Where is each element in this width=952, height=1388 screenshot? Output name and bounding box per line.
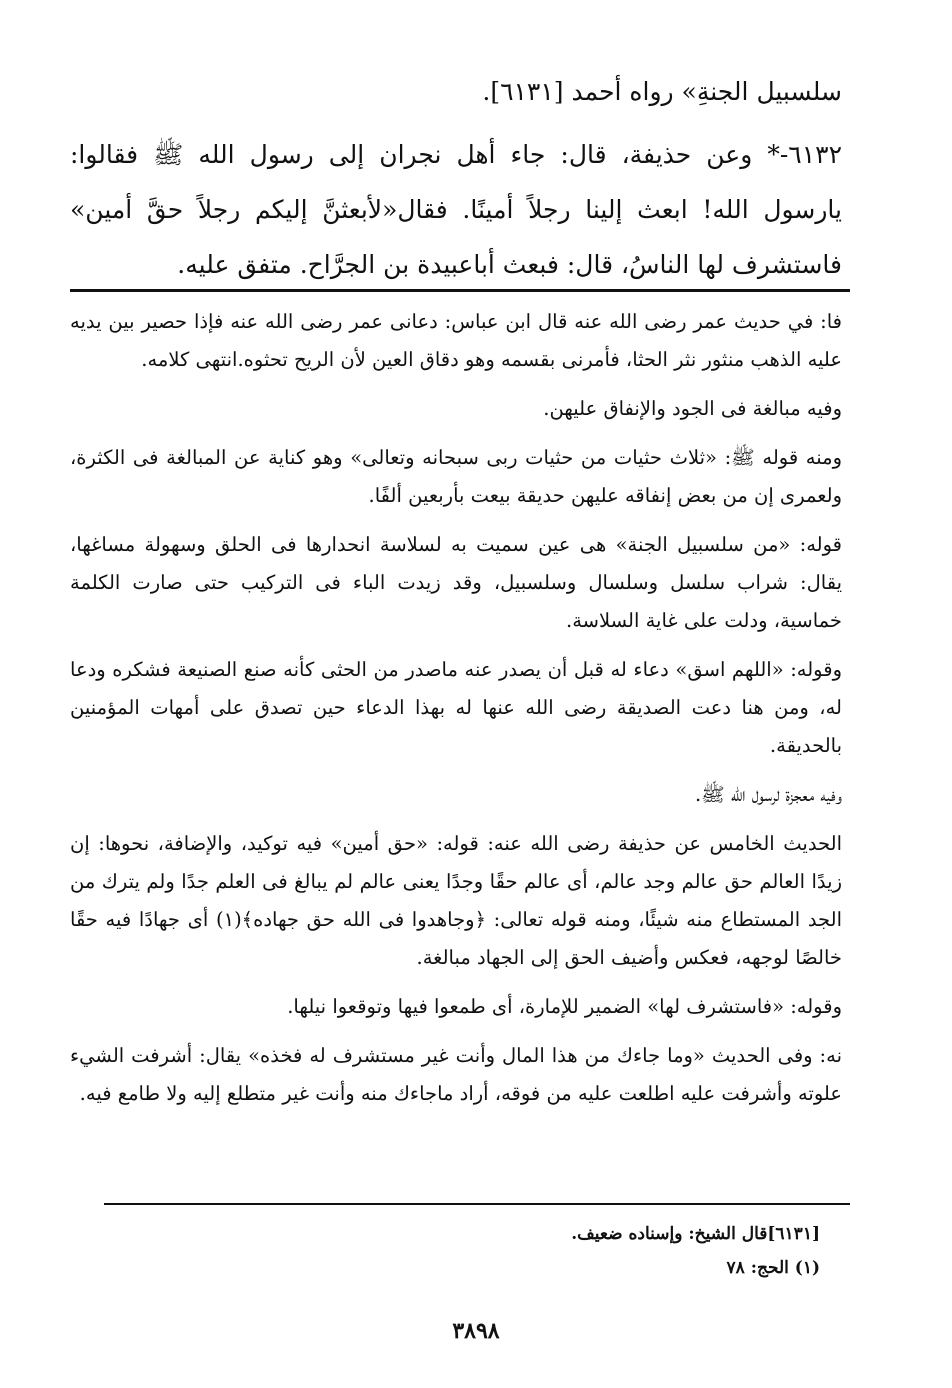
commentary-paragraph: ومنه قوله ﷺ: «ثلاث حثيات من حثيات ربى سبحانه وتعالى» وهو كناية عن المبالغة فى الكثرة، ولعمرى إن من بعض إنفاقه عليهن حديقة بيعت بأربعين ألفًا.	[70, 446, 842, 507]
page-number: ٣٨٩٨	[452, 1318, 500, 1344]
commentary-paragraph: الحديث الخامس عن حذيفة رضى الله عنه: قوله: «حق أمين» فيه توكيد، والإضافة، نحوها: إن زيدًا العالم حق عالم وجد عالم، أى عالم حقًا وجدًا يعنى عالم لم يبالغ فى العلم جدًا ولم يترك من الجد المستطاع منه شيئًا، ومنه قوله تعالى: ﴿وجاهدوا فى الله حق جهاده﴾(١) أى جهادًا فيه حقًا خالصًا لوجهه، فعكس وأضيف الحق إلى الجهاد مبالغة.	[70, 832, 842, 969]
main-divider	[70, 289, 850, 292]
commentary-paragraph: نه: وفى الحديث «وما جاءك من هذا المال وأنت غير مستشرف له فخذه» يقال: أشرفت الشيء علوته وأشرفت عليه اطلعت عليه من فوقه، أراد ماجاءك منه وأنت غير متطلع إليه ولا طامع فيه.	[70, 1044, 842, 1105]
commentary-paragraph: فا: في حديث عمر رضى الله عنه قال ابن عباس: دعانى عمر رضى الله عنه فإذا حصير بين يديه عليه الذهب منثور نثر الحثا، فأمرنى بقسمه وهو دقاق العين لأن الريح تحثوه.انتهى كلامه.	[70, 310, 842, 371]
hadith-text	[70, 64, 842, 292]
commentary-paragraph: وفيه مبالغة فى الجود والإنفاق عليهن.	[543, 397, 842, 420]
footnote-grading: [٦١٣١]قال الشيخ: وإسناده ضعيف.	[571, 1224, 820, 1244]
footnote-1: (١) الحج: ٧٨	[726, 1258, 820, 1278]
footnote-divider	[104, 1203, 850, 1205]
hadith-6132: ٦١٣٢-* وعن حذيفة، قال: جاء أهل نجران إلى رسول الله ﷺ فقالوا: يارسول الله! ابعث إلينا رجلاً أمينًا. فقال«لأبعثنَّ إليكم رجلاً حقَّ أمين» فاستشرف لها الناسُ، قال: فبعث أباعبيدة بن الجرَّاح. متفق عليه.	[70, 140, 842, 279]
hadith-line-end: سلسبيل الجنةِ» رواه أحمد [٦١٣١].	[482, 77, 842, 106]
footnotes	[130, 1217, 820, 1285]
commentary-paragraph: وقوله: «فاستشرف لها» الضمير للإمارة، أى طمعوا فيها وتوقعوا نيلها.	[287, 995, 842, 1018]
commentary-paragraph: وقوله: «اللهم اسق» دعاء له قبل أن يصدر عنه ماصدر من الحثى كأنه صنع الصنيعة فشكره ودعا له، ومن هنا دعت الصديقة رضى الله عنها له بهذا الدعاء حين تصدق على أمهات المؤمنين بالحديقة.	[70, 658, 842, 757]
commentary-paragraph: وفيه معجزة لرسول الله ﷺ.	[694, 783, 842, 806]
commentary	[70, 303, 842, 1124]
commentary-paragraph: قوله: «من سلسبيل الجنة» هى عين سميت به لسلاسة انحدارها فى الحلق وسهولة مساغها، يقال: شراب سلسل وسلسال وسلسبيل، وقد زيدت الباء فى التركيب حتى صارت الكلمة خماسية، ودلت على غاية السلاسة.	[70, 533, 842, 632]
